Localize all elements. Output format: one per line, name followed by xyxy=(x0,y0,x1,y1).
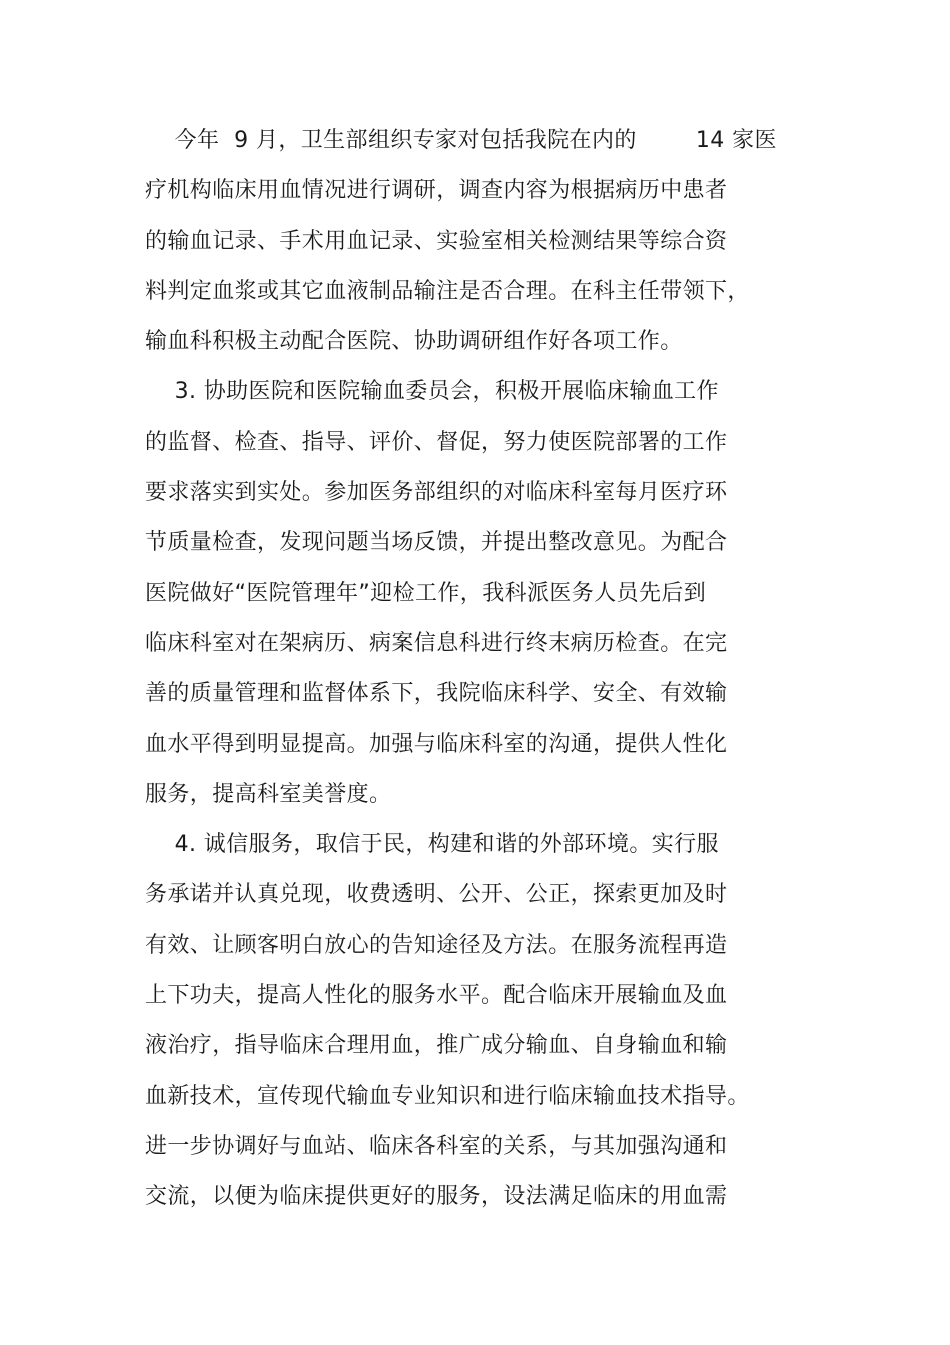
text-line: 3. 协助医院和医院输血委员会，积极开展临床输血工作 xyxy=(145,379,719,405)
text-line: 上下功夫，提高人性化的服务水平。配合临床开展输血及血 xyxy=(145,983,728,1009)
text-line: 进一步协调好与血站、临床各科室的关系，与其加强沟通和 xyxy=(145,1133,728,1159)
text-line: 的输血记录、手术用血记录、实验室相关检测结果等综合资 xyxy=(145,228,728,254)
text-line: 节质量检查，发现问题当场反馈，并提出整改意见。为配合 xyxy=(145,530,728,556)
text-line: 要求落实到实处。参加医务部组织的对临床科室每月医疗环 xyxy=(145,480,728,506)
text-line: 善的质量管理和监督体系下，我院临床科学、安全、有效输 xyxy=(145,681,728,707)
text-line: 服务，提高科室美誉度。 xyxy=(145,781,392,807)
text-line: 有效、让顾客明白放心的告知途径及方法。在服务流程再造 xyxy=(145,932,728,958)
body-text xyxy=(145,116,825,1223)
text-line: 料判定血浆或其它血液制品输注是否合理。在科主任带领下， xyxy=(145,278,750,304)
text-line: 务承诺并认真兑现，收费透明、公开、公正，探索更加及时 xyxy=(145,882,728,908)
text-line: 临床科室对在架病历、病案信息科进行终末病历检查。在完 xyxy=(145,630,728,656)
text-line: 医院做好“医院管理年”迎检工作，我科派医务人员先后到 xyxy=(145,580,707,606)
text-line: 今年 9 月，卫生部组织专家对包括我院在内的 14 家医 xyxy=(145,128,777,153)
text-line: 液治疗，指导临床合理用血，推广成分输血、自身输血和输 xyxy=(145,1033,728,1059)
text-line: 的监督、检查、指导、评价、督促，努力使医院部署的工作 xyxy=(145,429,728,455)
text-line: 血水平得到明显提高。加强与临床科室的沟通，提供人性化 xyxy=(145,731,728,757)
text-line: 输血科积极主动配合医院、协助调研组作好各项工作。 xyxy=(145,329,683,355)
text-line: 疗机构临床用血情况进行调研，调查内容为根据病历中患者 xyxy=(145,178,728,204)
text-line: 4. 诚信服务，取信于民，构建和谐的外部环境。实行服 xyxy=(145,832,719,858)
text-line: 血新技术，宣传现代输血专业知识和进行临床输血技术指导。 xyxy=(145,1083,750,1109)
text-line: 交流，以便为临床提供更好的服务，设法满足临床的用血需 xyxy=(145,1184,728,1210)
